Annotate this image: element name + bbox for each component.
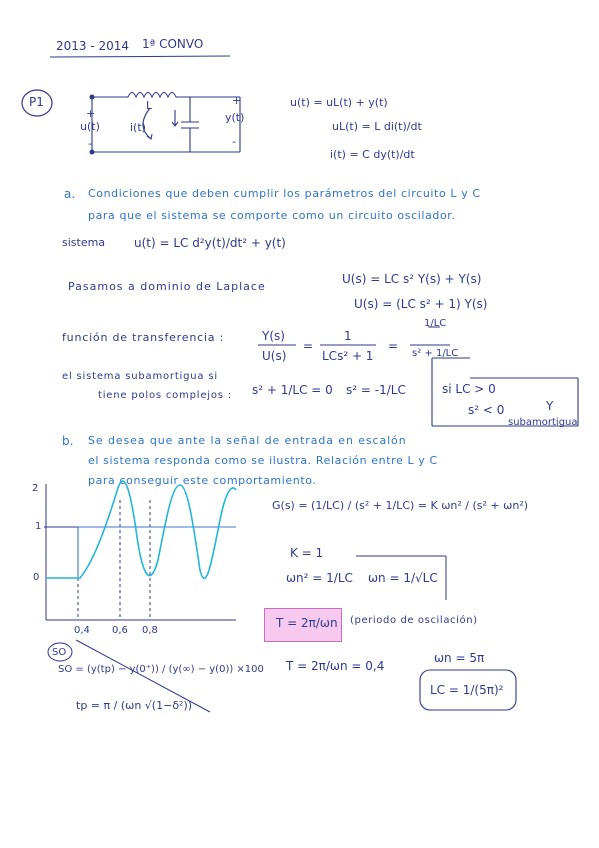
transfer-text: función de transferencia : [62, 331, 225, 344]
poles-eq2: s² = -1/LC [346, 383, 406, 397]
poles-eq1: s² + 1/LC = 0 [252, 383, 333, 397]
transfer-right-num: 1/LC [424, 318, 447, 329]
part-b-line1: Se desea que ante la señal de entrada en escalón [88, 434, 407, 447]
part-a-line2: para que el sistema se comporte como un circuito oscilador. [88, 209, 456, 222]
period-note: (periodo de oscilación) [350, 615, 478, 626]
tp-equation: tp = π / (ωn √(1−δ²)) [76, 699, 193, 712]
equation-u: u(t) = uL(t) + y(t) [290, 96, 388, 109]
part-a-line1: Condiciones que deben cumplir los parámetros del circuito L y C [88, 187, 481, 200]
transfer-left-num: Y(s) [262, 329, 285, 343]
graph-x-label-04: 0,4 [74, 625, 90, 636]
problem-id: P1 [29, 95, 44, 109]
transfer-equals: = [303, 339, 314, 353]
so-label: SO [52, 647, 67, 658]
condition-1: si LC > 0 [442, 382, 496, 396]
graph-y-label-1: 1 [35, 521, 42, 532]
laplace-eq1: U(s) = LC s² Y(s) + Y(s) [342, 272, 482, 286]
wn-result: ωn = 5π [434, 651, 485, 665]
transfer-mid-num: 1 [344, 329, 352, 343]
transfer-equals-2: = [388, 339, 399, 353]
transfer-left-den: U(s) [262, 349, 287, 363]
subamortigua-line2: tiene polos complejos : [98, 390, 232, 401]
circuit-plus-right: + [232, 94, 242, 107]
condition-subamortigua: subamortigua [508, 417, 578, 428]
graph-x-label-06: 0,6 [112, 625, 128, 636]
part-b-label: b. [62, 434, 74, 448]
condition-2: s² < 0 [468, 403, 505, 417]
circuit-i: i(t) [130, 121, 146, 134]
equation-i: i(t) = C dy(t)/dt [330, 148, 415, 161]
wn2-value: ωn² = 1/LC [286, 571, 353, 585]
K-value: K = 1 [290, 546, 324, 560]
circuit-plus-left: + [86, 107, 96, 120]
equation-uL: uL(t) = L di(t)/dt [332, 120, 422, 133]
transfer-right-den: s² + 1/LC [412, 348, 459, 359]
part-b-line2: el sistema responda como se ilustra. Relación entre L y C [88, 454, 438, 467]
period-equation: T = 2π/ωn [276, 616, 338, 630]
header-exam: 1ª CONVO [142, 37, 204, 51]
circuit-minus-left: - [88, 137, 92, 150]
graph-y-label-0: 0 [33, 572, 40, 583]
part-b-line3: para conseguir este comportamiento. [88, 474, 317, 487]
sistema-equation: u(t) = LC d²y(t)/dt² + y(t) [134, 236, 286, 250]
laplace-text: Pasamos a dominio de Laplace [68, 280, 266, 293]
circuit-y: y(t) [225, 111, 245, 124]
subamortigua-line1: el sistema subamortigua si [62, 371, 218, 382]
transfer-mid-den: LCs² + 1 [322, 349, 374, 363]
circuit-L: L [146, 99, 153, 112]
circuit-u: u(t) [80, 120, 100, 133]
laplace-eq2: U(s) = (LC s² + 1) Y(s) [354, 297, 488, 311]
G-equation: G(s) = (1/LC) / (s² + 1/LC) = K ωn² / (s² + ωn²) [272, 499, 529, 512]
T-value: T = 2π/ωn = 0,4 [286, 659, 385, 673]
graph-y-label-2: 2 [32, 483, 39, 494]
condition-y: Y [546, 399, 554, 413]
circuit-minus-right: - [232, 135, 236, 148]
sistema-label: sistema [62, 236, 106, 249]
LC-result: LC = 1/(5π)² [430, 683, 504, 697]
part-a-label: a. [64, 187, 76, 201]
graph-x-label-08: 0,8 [142, 625, 158, 636]
header-years: 2013 - 2014 [56, 39, 130, 53]
wn-value: ωn = 1/√LC [368, 571, 438, 585]
so-equation: SO = (y(tp) − y(0⁺)) / (y(∞) − y(0)) ×100 [58, 664, 264, 675]
